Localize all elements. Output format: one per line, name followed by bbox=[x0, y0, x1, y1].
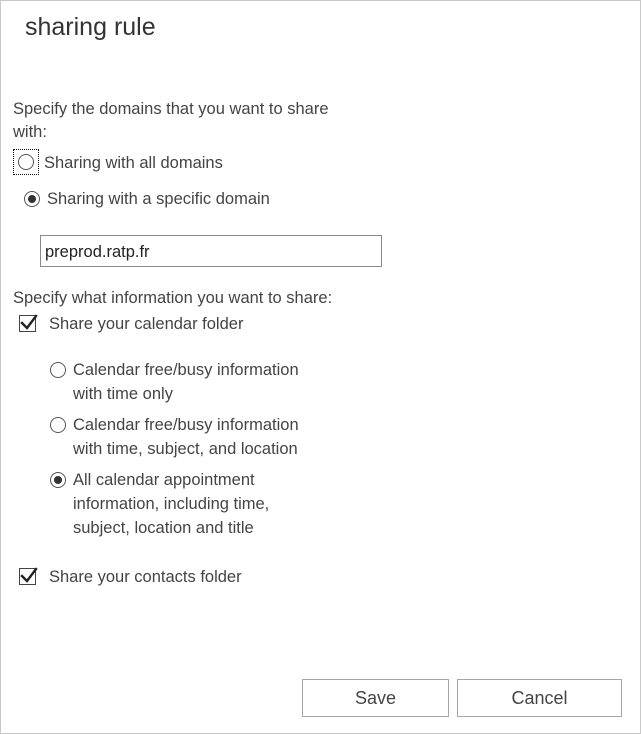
radio-calendar-free-busy-time[interactable] bbox=[50, 358, 299, 406]
checkbox-contacts-folder-label: Share your contacts folder bbox=[49, 568, 242, 586]
radio-calendar-free-busy-details-label: Calendar free/busy information with time, subject, and location bbox=[73, 416, 299, 458]
radio-unchecked-icon[interactable] bbox=[50, 362, 66, 378]
info-section-label: Specify what information you want to share: bbox=[13, 289, 333, 307]
dialog-title: sharing rule bbox=[25, 13, 156, 41]
radio-unchecked-icon[interactable] bbox=[18, 154, 34, 170]
checkbox-calendar-folder-label: Share your calendar folder bbox=[49, 315, 244, 333]
radio-all-domains-label: Sharing with all domains bbox=[44, 154, 223, 172]
radio-all-domains[interactable] bbox=[19, 149, 223, 175]
checkbox-contacts-folder[interactable] bbox=[19, 565, 242, 589]
radio-calendar-all-appointment-label: All calendar appointment information, including time, subject, location and title bbox=[73, 471, 270, 537]
domain-input[interactable] bbox=[40, 235, 382, 267]
focus-ring bbox=[13, 149, 39, 175]
radio-checked-icon[interactable] bbox=[50, 472, 66, 488]
radio-specific-domain-label: Sharing with a specific domain bbox=[47, 190, 270, 208]
cancel-button[interactable]: Cancel bbox=[457, 679, 622, 717]
checkbox-checked-icon[interactable] bbox=[19, 568, 36, 585]
radio-specific-domain[interactable] bbox=[24, 187, 270, 211]
domains-section-label: Specify the domains that you want to share with: bbox=[13, 100, 329, 141]
radio-calendar-free-busy-details[interactable] bbox=[50, 413, 299, 461]
checkbox-checked-icon[interactable] bbox=[19, 315, 36, 332]
radio-calendar-all-appointment[interactable] bbox=[50, 468, 269, 540]
checkbox-calendar-folder[interactable] bbox=[19, 312, 243, 336]
radio-calendar-free-busy-time-label: Calendar free/busy information with time only bbox=[73, 361, 299, 403]
radio-checked-icon[interactable] bbox=[24, 191, 40, 207]
radio-unchecked-icon[interactable] bbox=[50, 417, 66, 433]
save-button[interactable]: Save bbox=[302, 679, 449, 717]
